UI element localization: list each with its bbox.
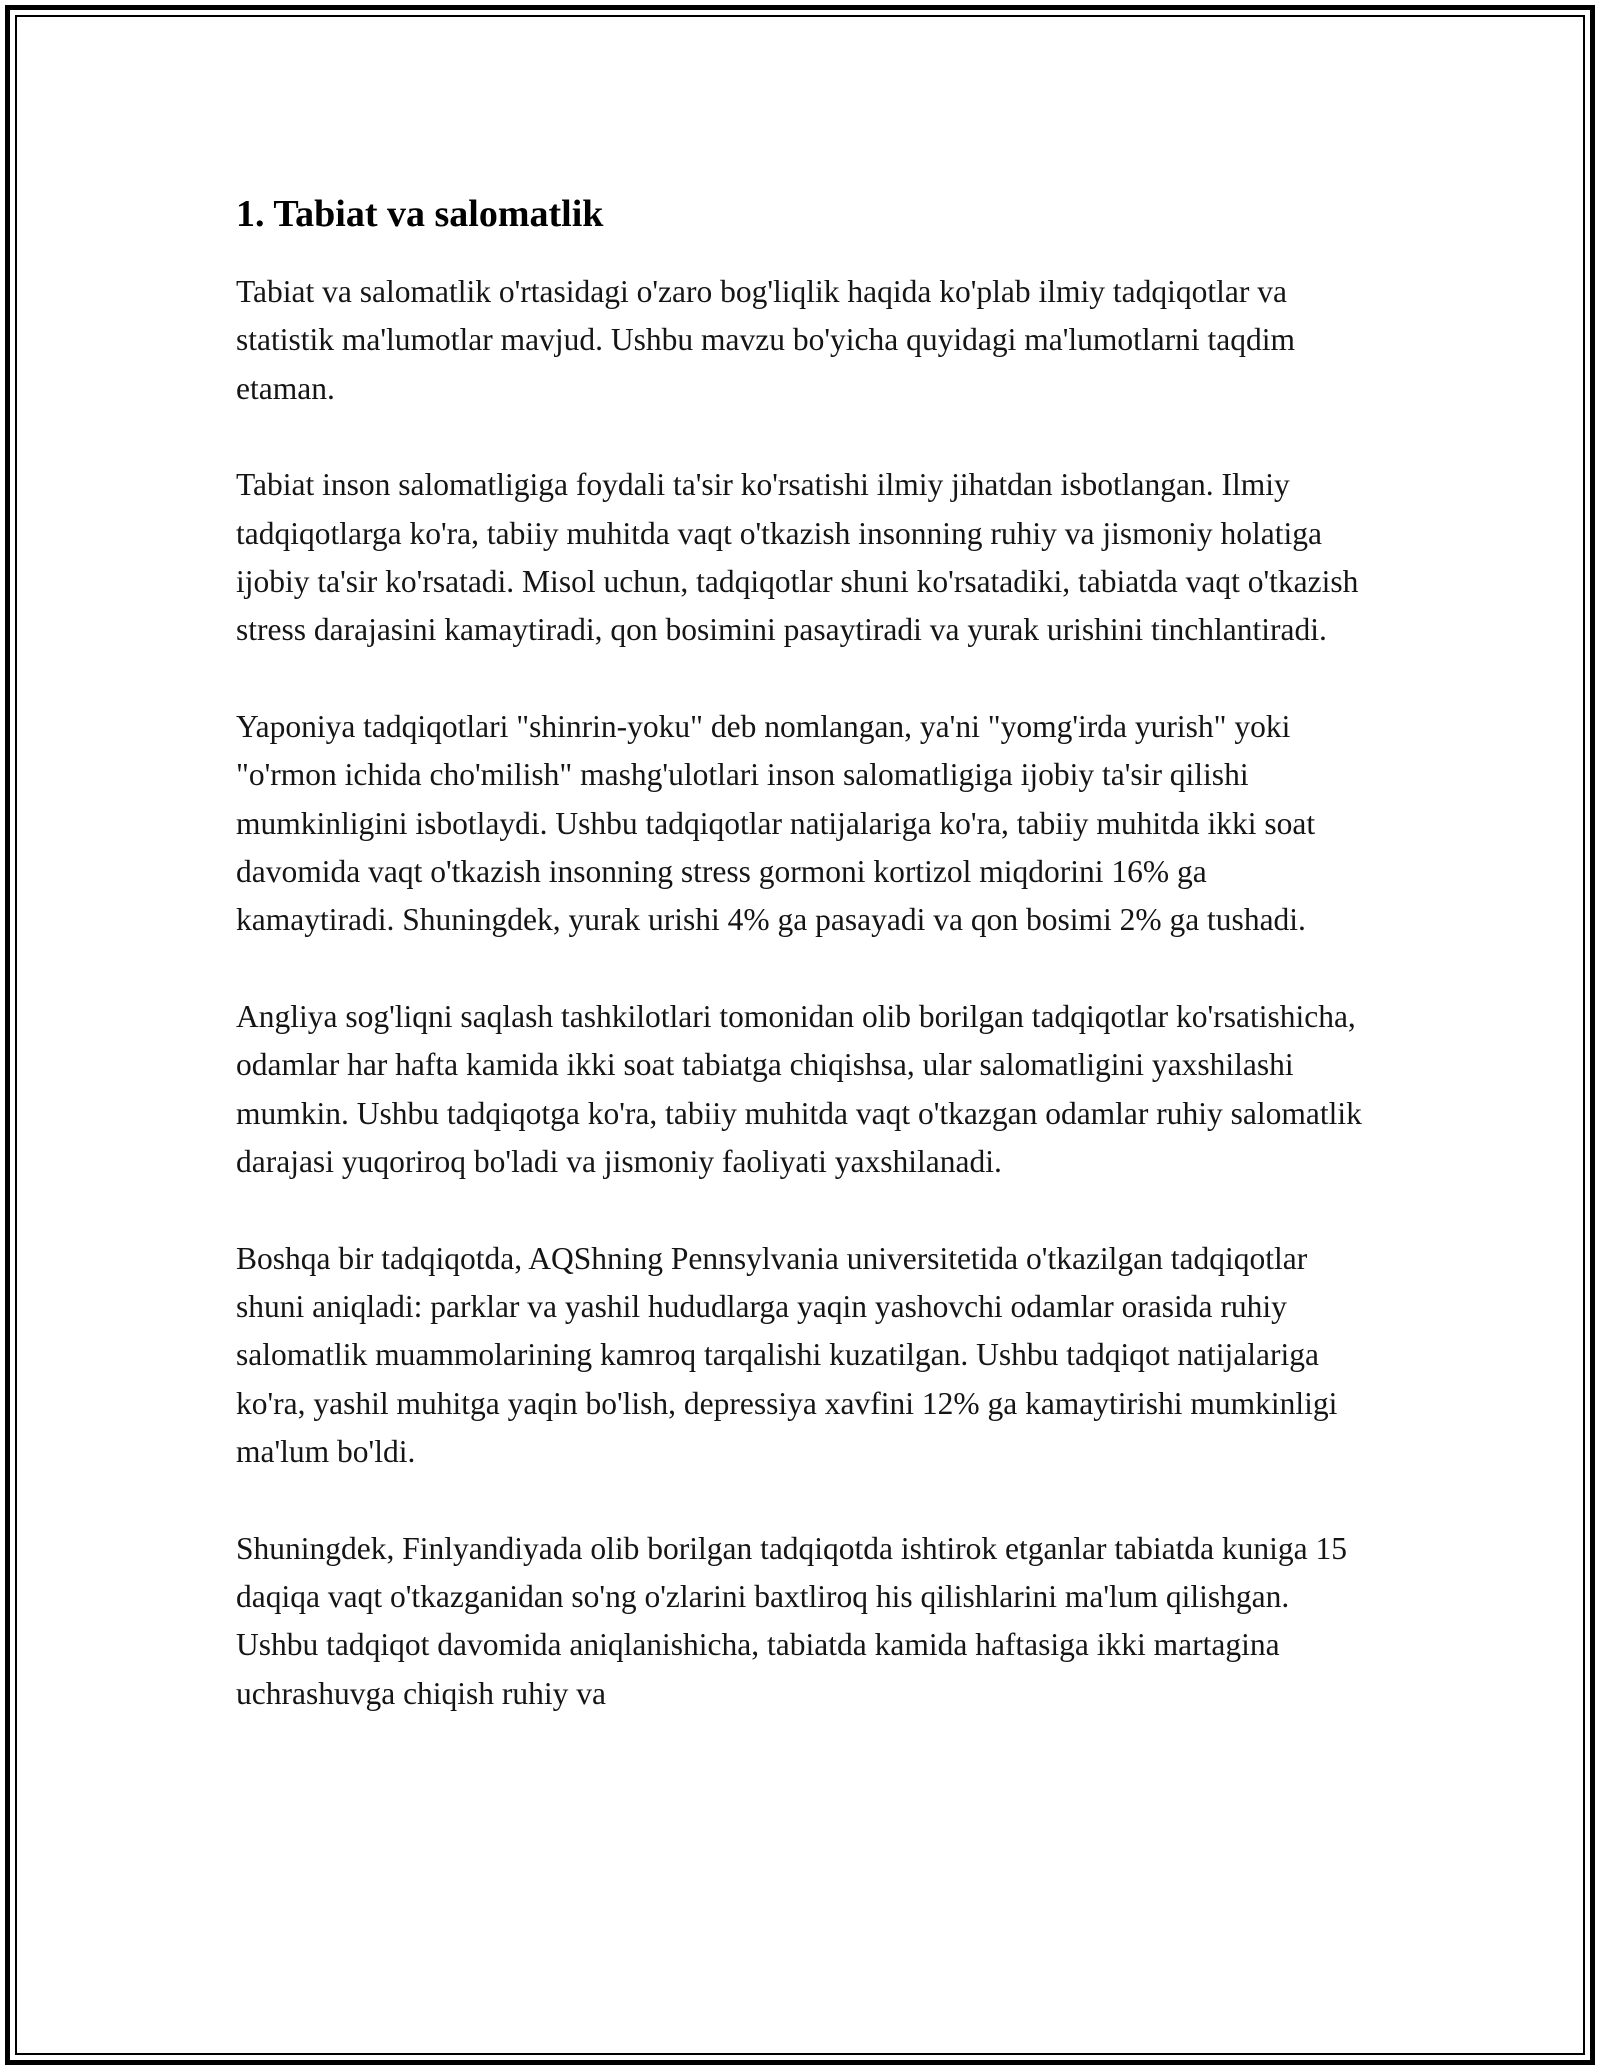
paragraph-england-research: Angliya sog'liqni saqlash tashkilotlari tomonidan olib borilgan tadqiqotlar ko'rsatishicha, odamlar har hafta kamida ikki soat tabiatga chiqishsa, ular salomatligini yaxshilashi mumkin. Ushbu tadqiqotga ko'ra, tabiiy muhitda vaqt o'tkazgan odamlar ruhiy salomatlik darajasi yuqoriroq bo'ladi va jismoniy faoliyati yaxshilanadi. (236, 998, 1362, 1180)
section-heading: 1. Tabiat va salomatlik (236, 193, 604, 235)
paragraph-intro: Tabiat va salomatlik o'rtasidagi o'zaro bog'liqlik haqida ko'plab ilmiy tadqiqotlar va statistik ma'lumotlar mavjud. Ushbu mavzu bo'yicha quyidagi ma'lumotlarni taqdim etaman. (236, 274, 1295, 406)
paragraph-finland-research: Shuningdek, Finlyandiyada olib borilgan tadqiqotda ishtirok etganlar tabiatda kuniga 15 daqiqa vaqt o'tkazganidan so'ng o'zlarini baxtliroq his qilishlarini ma'lum qilishgan. Ushbu tadqiqot davomida aniqlanishicha, tabiatda kamida haftasiga ikki martagina uchrashuvga chiqish ruhiy va (236, 1530, 1348, 1711)
paragraph-usa-research: Boshqa bir tadqiqotda, AQShning Pennsylvania universitetida o'tkazilgan tadqiqotlar shuni aniqladi: parklar va yashil hududlarga yaqin yashovchi odamlar orasida ruhiy salomatlik muammolarining kamroq tarqalishi kuzatilgan. Ushbu tadqiqot natijalariga ko'ra, yashil muhitga yaqin bo'lish, depressiya xavfini 12% ga kamaytirishi mumkinligi ma'lum bo'ldi. (236, 1240, 1338, 1470)
paragraph-nature-benefits: Tabiat inson salomatligiga foydali ta'sir ko'rsatishi ilmiy jihatdan isbotlangan. Ilmiy tadqiqotlarga ko'ra, tabiiy muhitda vaqt o'tkazish insonning ruhiy va jismoniy holatiga ijobiy ta'sir ko'rsatadi. Misol uchun, tadqiqotlar shuni ko'rsatadiki, tabiatda vaqt o'tkazish stress darajasini kamaytiradi, qon bosimini pasaytiradi va yurak urishini tinchlantiradi. (236, 467, 1359, 648)
paragraph-japan-research: Yaponiya tadqiqotlari "shinrin-yoku" deb nomlangan, ya'ni "yomg'irda yurish" yoki "o'rmon ichida cho'milish" mashg'ulotlari inson salomatligiga ijobiy ta'sir qilishi mumkinligini isbotlaydi. Ushbu tadqiqotlar natijalariga ko'ra, tabiiy muhitda ikki soat davomida vaqt o'tkazish insonning stress gormoni kortizol miqdorini 16% ga kamaytiradi. Shuningdek, yurak urishi 4% ga pasayadi va qon bosimi 2% ga tushadi. (236, 708, 1316, 938)
document-body (236, 186, 1366, 1766)
